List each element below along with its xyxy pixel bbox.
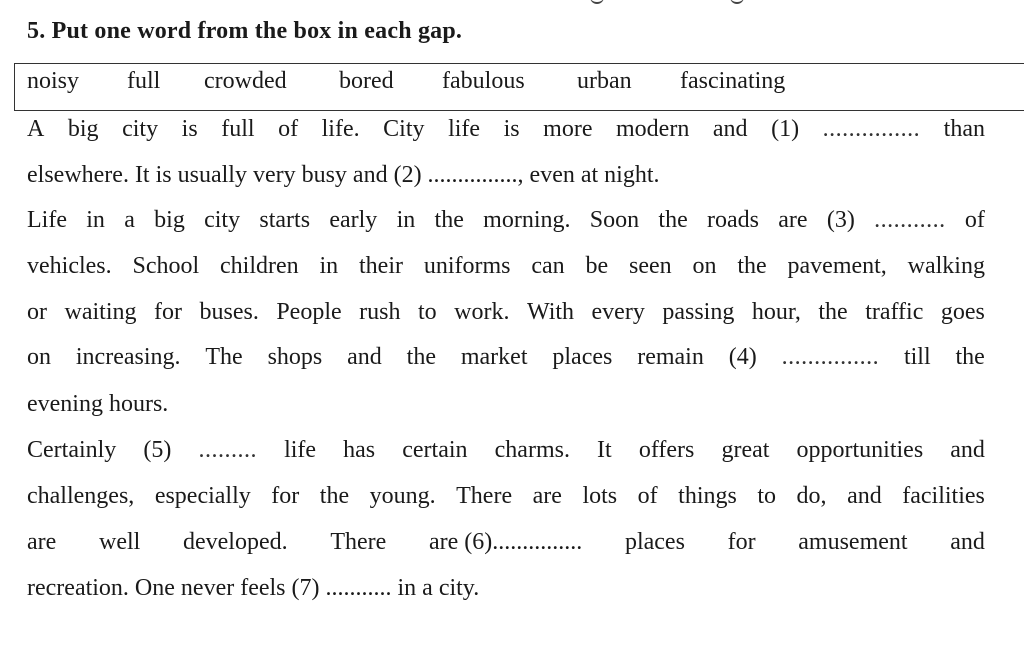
passage-word: certain	[402, 437, 468, 463]
passage-word: be	[585, 253, 609, 279]
passage-word: the	[434, 207, 464, 233]
passage-word: a	[124, 207, 135, 233]
passage-word: Certainly	[27, 437, 117, 463]
passage-word: modern	[616, 116, 690, 142]
passage-word: in	[319, 253, 339, 279]
passage-line	[27, 573, 985, 603]
passage-line	[27, 160, 985, 190]
passage-word: can	[531, 253, 565, 279]
passage-word: (5)	[143, 437, 172, 463]
answer-gap: ...............	[822, 116, 921, 142]
passage-word: City	[383, 116, 425, 142]
passage-word: life	[448, 116, 481, 142]
passage-word: great	[721, 437, 770, 463]
word-box-item: fascinating	[680, 68, 786, 94]
word-box-item: fabulous	[442, 68, 525, 94]
passage-word: walking	[907, 253, 985, 279]
passage-word: seen	[629, 253, 672, 279]
answer-gap: ...............	[781, 344, 880, 370]
passage-word: increasing.	[75, 344, 181, 370]
passage-word: (3)	[826, 207, 855, 233]
passage-word: more	[543, 116, 593, 142]
passage-word: uniforms	[423, 253, 511, 279]
word-box-item: bored	[339, 68, 394, 94]
passage-word: big	[67, 116, 99, 142]
passage-word: on	[27, 344, 51, 370]
word-box-item: urban	[577, 68, 632, 94]
passage-word: do,	[796, 483, 827, 509]
passage-word: remain	[637, 344, 704, 370]
passage-word: recreation. One never feels (7) ........... in a city.	[27, 575, 480, 601]
passage-word: elsewhere. It is usually very busy and (2) ..............., even at night.	[27, 162, 660, 188]
passage-word: for	[154, 299, 182, 325]
passage-word: the	[319, 483, 350, 509]
passage-word: A	[27, 116, 45, 142]
passage-word: rush	[359, 299, 401, 325]
answer-gap: ...........	[874, 207, 946, 233]
passage-word: hour,	[751, 299, 801, 325]
passage-word: waiting	[64, 299, 137, 325]
passage-line	[27, 342, 985, 372]
passage-word: pavement,	[787, 253, 887, 279]
passage-word: and	[950, 437, 985, 463]
passage-line	[27, 205, 985, 235]
passage-word: places	[552, 344, 613, 370]
passage-word: School	[132, 253, 200, 279]
passage-word: life.	[321, 116, 360, 142]
passage-word: Soon	[589, 207, 640, 233]
passage-word: full	[221, 116, 255, 142]
passage-word: traffic	[865, 299, 924, 325]
passage-word: on	[692, 253, 717, 279]
passage-word: of	[278, 116, 299, 142]
passage-line	[27, 251, 985, 281]
passage-word: places	[624, 529, 685, 555]
passage-word: city	[122, 116, 159, 142]
passage-word: and	[950, 529, 985, 555]
passage-word: their	[359, 253, 403, 279]
passage-word: (4)	[728, 344, 757, 370]
word-box-item: full	[127, 68, 161, 94]
passage-word: young.	[369, 483, 436, 509]
passage-word: passing	[662, 299, 735, 325]
passage-line	[27, 435, 985, 465]
passage-word: than	[943, 116, 985, 142]
passage-word: roads	[707, 207, 759, 233]
passage-word: well	[98, 529, 141, 555]
passage-word: are	[27, 529, 57, 555]
passage-word: With	[527, 299, 575, 325]
passage-word: for	[727, 529, 756, 555]
passage-word: charms.	[494, 437, 570, 463]
passage-line	[27, 527, 985, 557]
passage-word: in	[86, 207, 105, 233]
passage-word: The	[205, 344, 243, 370]
passage-word: goes	[940, 299, 985, 325]
passage-word: Life	[27, 207, 67, 233]
passage-word: to	[757, 483, 777, 509]
passage-word: for	[271, 483, 300, 509]
passage-word: or	[27, 299, 47, 325]
passage-word: and	[347, 344, 382, 370]
passage-word: has	[343, 437, 376, 463]
passage-word: the	[406, 344, 436, 370]
word-box-item: crowded	[204, 68, 287, 94]
passage-word: starts	[259, 207, 311, 233]
passage-word: of	[964, 207, 985, 233]
passage-word: People	[276, 299, 342, 325]
passage-line	[27, 481, 985, 511]
passage-word: is	[503, 116, 520, 142]
passage-word: life	[284, 437, 317, 463]
passage-word: evening hours.	[27, 391, 169, 417]
passage-word: are	[532, 483, 562, 509]
passage-word: especially	[154, 483, 251, 509]
passage-word: are (6)...............	[428, 529, 583, 555]
passage-word: big	[154, 207, 185, 233]
passage-word: the	[818, 299, 848, 325]
passage-word: the	[737, 253, 767, 279]
passage-word: and	[847, 483, 882, 509]
passage-word: till	[903, 344, 931, 370]
passage-word: the	[955, 344, 985, 370]
passage-word: to	[418, 299, 437, 325]
passage-word: vehicles.	[27, 253, 112, 279]
passage-word: morning.	[483, 207, 571, 233]
passage-line	[27, 389, 985, 419]
passage-word: children	[220, 253, 299, 279]
passage-word: lots	[582, 483, 618, 509]
passage-word: the	[658, 207, 688, 233]
passage-word: (1)	[771, 116, 800, 142]
passage-word: facilities	[902, 483, 985, 509]
passage-word: shops	[267, 344, 323, 370]
passage-word: city	[204, 207, 241, 233]
exercise-title: 5. Put one word from the box in each gap.	[27, 18, 463, 44]
passage-word: every	[591, 299, 645, 325]
passage-word: offers	[638, 437, 695, 463]
passage-word: There	[330, 529, 387, 555]
word-box	[14, 63, 1024, 111]
passage-word: work.	[454, 299, 510, 325]
passage-word: challenges,	[27, 483, 135, 509]
passage-line	[27, 297, 985, 327]
passage-word: opportunities	[796, 437, 924, 463]
passage-word: early	[329, 207, 378, 233]
passage-word: There	[456, 483, 513, 509]
passage-word: and	[712, 116, 748, 142]
passage-word: buses.	[199, 299, 259, 325]
passage-word: developed.	[183, 529, 288, 555]
passage-line	[27, 114, 985, 144]
word-box-item: noisy	[27, 68, 80, 94]
passage-word: of	[637, 483, 658, 509]
cropped-previous-text	[0, 0, 1024, 8]
passage-word: in	[396, 207, 416, 233]
passage-word: is	[181, 116, 198, 142]
passage-word: are	[778, 207, 808, 233]
answer-gap: .........	[198, 437, 257, 463]
passage-word: It	[597, 437, 612, 463]
passage-word: market	[460, 344, 528, 370]
passage-word: things	[678, 483, 737, 509]
passage-word: amusement	[798, 529, 908, 555]
